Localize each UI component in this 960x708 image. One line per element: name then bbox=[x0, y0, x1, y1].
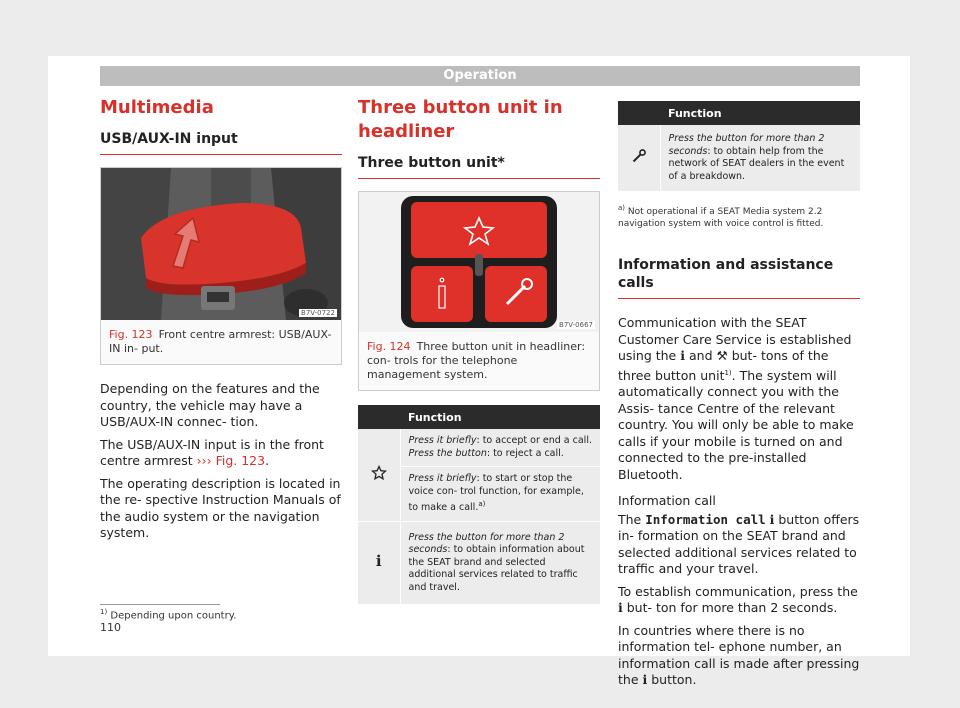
section-header: Operation bbox=[100, 66, 860, 86]
paragraph-text: The USB/AUX-IN input is in the front centre armrest bbox=[100, 436, 324, 468]
paragraph bbox=[618, 315, 860, 483]
paragraph bbox=[618, 584, 860, 617]
paragraph-text: The bbox=[618, 511, 642, 527]
paragraph-text: Communication with the SEAT Customer Care Service is established using the bbox=[618, 315, 852, 363]
subsection-title: USB/AUX-IN input bbox=[100, 130, 342, 155]
column-info-calls bbox=[618, 101, 860, 689]
info-icon-cell bbox=[358, 521, 400, 605]
cell-lead: Press it briefly bbox=[408, 435, 477, 446]
section-title: Three button unit in headliner bbox=[358, 97, 563, 142]
paragraph-text: but- ton for more than 2 seconds. bbox=[626, 600, 838, 616]
armrest-illustration bbox=[101, 168, 341, 320]
cell-text: : to accept or end a call. bbox=[476, 435, 592, 446]
figure-number: Fig. 123 bbox=[109, 328, 153, 341]
section-title: Multimedia bbox=[100, 97, 214, 118]
figure-reference-link[interactable]: ››› Fig. 123 bbox=[196, 453, 266, 468]
figure-code: B7V-0722 bbox=[301, 309, 335, 317]
table-row bbox=[618, 125, 860, 192]
subsection-title: Information and assistance calls bbox=[618, 256, 860, 299]
figure-number: Fig. 124 bbox=[367, 340, 411, 353]
table-header-icon bbox=[618, 101, 660, 125]
table-cell bbox=[400, 521, 600, 605]
table-row bbox=[358, 521, 600, 605]
table-cell bbox=[660, 125, 860, 192]
figure-caption bbox=[101, 320, 341, 364]
page-number: 110 bbox=[100, 621, 121, 634]
figure-123 bbox=[100, 167, 342, 365]
paragraph-text: button. bbox=[651, 672, 697, 688]
paragraph-text: To establish communication, press the bbox=[618, 583, 858, 599]
paragraph-label: Information call bbox=[618, 493, 716, 509]
figure-caption bbox=[359, 332, 599, 390]
footnote-ref: a) bbox=[478, 500, 486, 508]
button-name: Information call bbox=[645, 511, 766, 527]
star-icon-cell bbox=[358, 429, 400, 521]
info-icon: ℹ bbox=[769, 511, 775, 527]
cell-text: : to obtain help from the network of SEAT dealers in the event of a breakdown. bbox=[668, 145, 845, 182]
figure-caption-text: Three button unit in headliner: con- trols for the telephone management system. bbox=[367, 340, 586, 381]
paragraph-text: . The system will automatically connect you with the Assis- tance Centre of the relevant country. You will only be able to make calls if your mobile is turned on and connected to the pre-installed Bluetooth. bbox=[618, 367, 854, 482]
column-multimedia bbox=[100, 96, 342, 542]
footnote-mark: 1) bbox=[100, 608, 108, 616]
figure-caption-text: Front centre armrest: USB/AUX-IN in- put. bbox=[109, 328, 332, 355]
page-footnote bbox=[100, 608, 236, 621]
paragraph-text: but- tons of the three button unit bbox=[618, 348, 829, 383]
function-table bbox=[358, 405, 600, 605]
info-icon: ℹ bbox=[618, 600, 623, 616]
footnote-text: Depending upon country. bbox=[110, 610, 237, 622]
cell-lead: Press the button bbox=[408, 447, 487, 459]
info-icon: ℹ bbox=[375, 552, 382, 571]
cell-text: : to start or stop the voice con- trol function, for example, to make a call. bbox=[408, 473, 584, 514]
paragraph-end: . bbox=[265, 453, 270, 468]
paragraph: Depending on the features and the country, the vehicle may have a USB/AUX-IN connec- tion. bbox=[100, 381, 320, 429]
table-header-function: Function bbox=[400, 405, 600, 429]
table-row bbox=[358, 429, 600, 467]
paragraph bbox=[618, 512, 860, 578]
cell-lead: Press the button for more than 2 seconds bbox=[668, 133, 825, 157]
three-button-photo bbox=[359, 192, 599, 332]
cell-text: : to reject a call. bbox=[486, 447, 564, 459]
paragraph-text: and bbox=[688, 348, 713, 363]
figure-124 bbox=[358, 191, 600, 391]
paragraph-text: In countries where there is no information tel- ephone number, an information call is made after pressing the bbox=[618, 622, 860, 688]
table-header-icon bbox=[358, 405, 400, 429]
figure-code: B7V-0667 bbox=[559, 321, 593, 329]
three-button-illustration bbox=[359, 192, 599, 332]
table-cell bbox=[400, 429, 600, 467]
cell-lead: Press it briefly bbox=[408, 473, 477, 484]
footnote-text: Not operational if a SEAT Media system 2.2 navigation system with voice control is fitted. bbox=[618, 207, 824, 229]
paragraph-text: button offers in- formation on the SEAT brand and selected additional services related to traffic and your travel. bbox=[618, 511, 860, 577]
footnote-divider bbox=[100, 604, 220, 605]
table-header-function: Function bbox=[660, 101, 860, 125]
table-footnote bbox=[618, 202, 860, 230]
info-icon: ℹ bbox=[642, 672, 648, 688]
armrest-photo bbox=[101, 168, 341, 320]
function-table-continued bbox=[618, 101, 860, 192]
footnote-ref: 1) bbox=[724, 368, 732, 377]
wrench-icon: ⚒ bbox=[716, 348, 728, 363]
subsection-title: Three button unit* bbox=[358, 154, 600, 179]
wrench-icon-cell bbox=[618, 125, 660, 192]
wrench-icon bbox=[631, 148, 647, 164]
table-cell bbox=[400, 467, 600, 522]
paragraph bbox=[100, 437, 342, 470]
paragraph: The operating description is located in the re- spective Instruction Manuals of the audio system or the navigation system. bbox=[100, 475, 341, 540]
footnote-mark: a) bbox=[618, 204, 626, 212]
column-three-button bbox=[358, 96, 600, 605]
cell-text: : to obtain information about the SEAT brand and selected additional services related to traffic and travel. bbox=[408, 544, 585, 593]
cell-lead: Press the button for more than 2 seconds bbox=[408, 531, 565, 556]
star-icon bbox=[371, 465, 387, 481]
paragraph bbox=[618, 623, 860, 689]
info-icon: ℹ bbox=[680, 348, 685, 363]
